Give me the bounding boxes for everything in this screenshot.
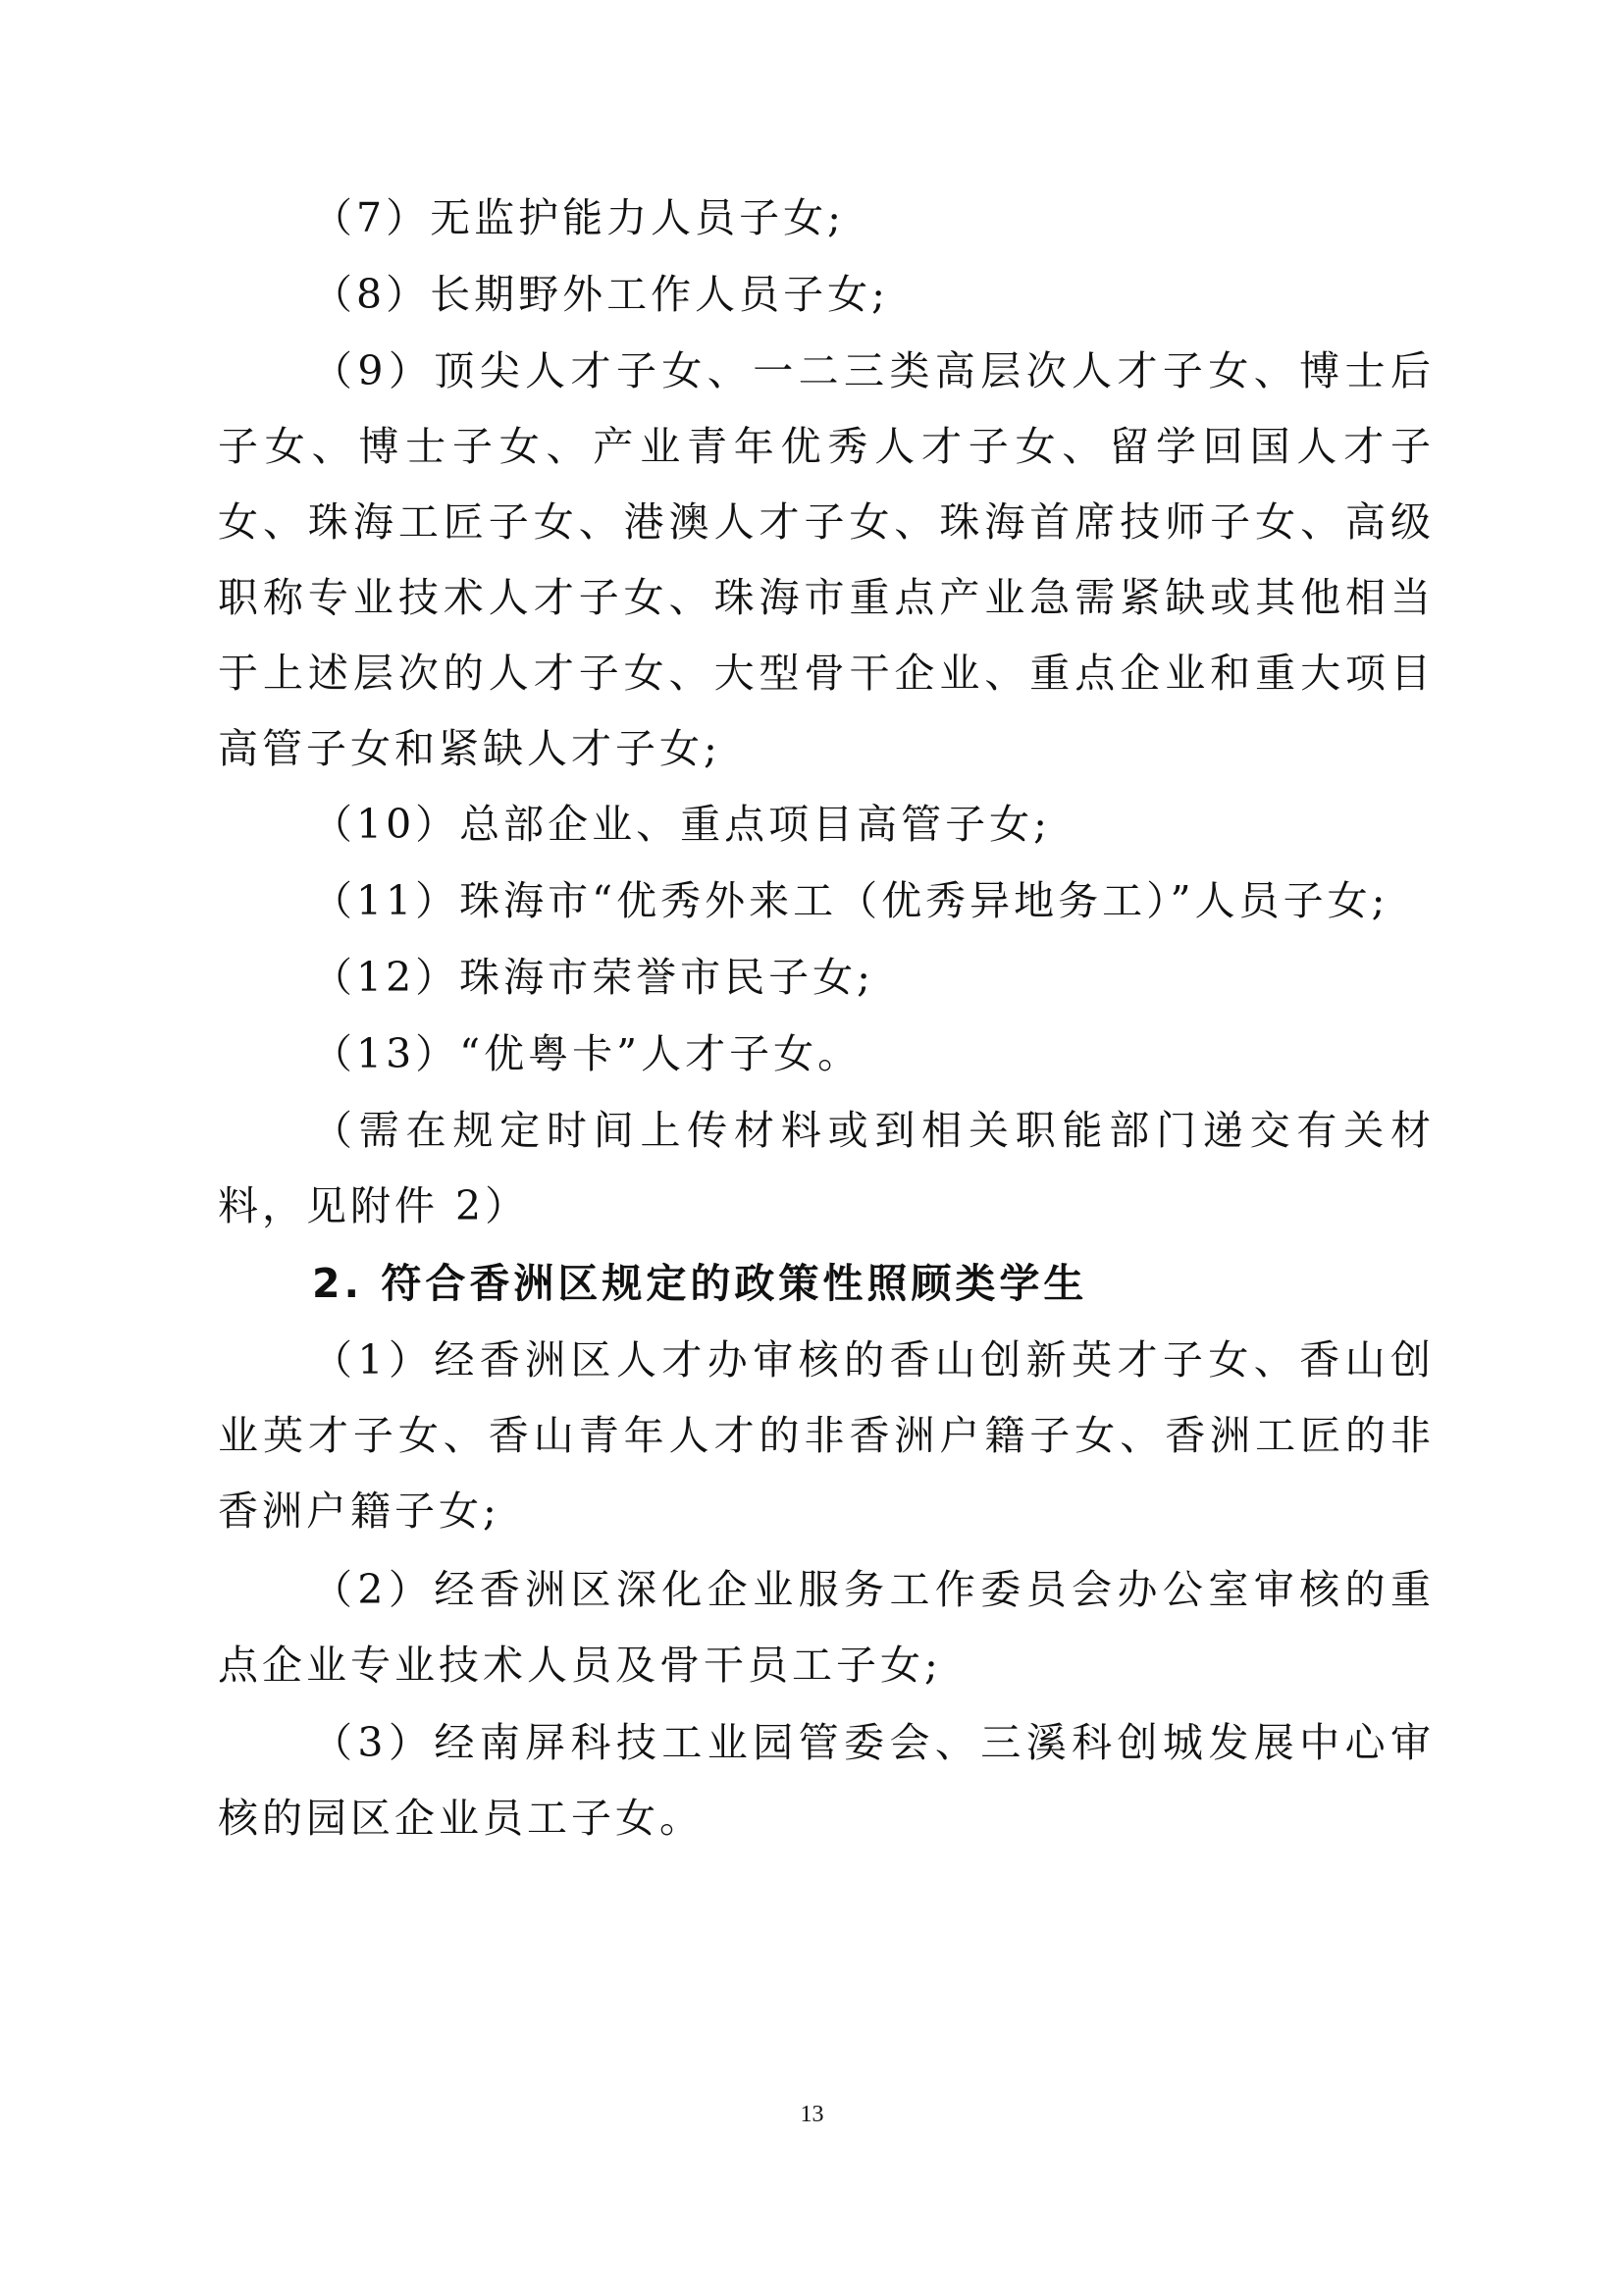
list-item-10: （10）总部企业、重点项目高管子女;: [312, 801, 1051, 848]
section2-item-1: （1）经香洲区人才办审核的香山创新英才子女、香山创业英才子女、香山青年人才的非香洲户籍子女、香洲工匠的非香洲户籍子女;: [218, 1336, 1435, 1535]
page-number: 13: [800, 2102, 824, 2127]
list-item-12: （12）珠海市荣誉市民子女;: [312, 954, 874, 1001]
list-item-9: （9）顶尖人才子女、一二三类高层次人才子女、博士后子女、博士子女、产业青年优秀人才子女、留学回国人才子女、珠海工匠子女、港澳人才子女、珠海首席技师子女、高级职称专业技术人才子女、珠海市重点产业急需紧缺或其他相当于上述层次的人才子女、大型骨干企业、重点企业和重大项目高管子女和紧缺人才子女;: [218, 347, 1435, 772]
section2-item-3: （3）经南屏科技工业园管委会、三溪科创城发展中心审核的园区企业员工子女。: [218, 1719, 1435, 1842]
list-item-13: （13）“优粤卡”人才子女。: [312, 1030, 863, 1077]
materials-note: （需在规定时间上传材料或到相关职能部门递交有关材料，见附件 2）: [218, 1107, 1435, 1229]
section-heading-2: 2. 符合香洲区规定的政策性照顾类学生: [312, 1260, 1088, 1307]
list-item-8: （8）长期野外工作人员子女;: [312, 271, 889, 318]
list-item-7: （7）无监护能力人员子女;: [312, 194, 845, 241]
section2-item-2: （2）经香洲区深化企业服务工作委员会办公室审核的重点企业专业技术人员及骨干员工子女;: [218, 1566, 1435, 1689]
list-item-11: （11）珠海市“优秀外来工（优秀异地务工）”人员子女;: [312, 877, 1389, 924]
